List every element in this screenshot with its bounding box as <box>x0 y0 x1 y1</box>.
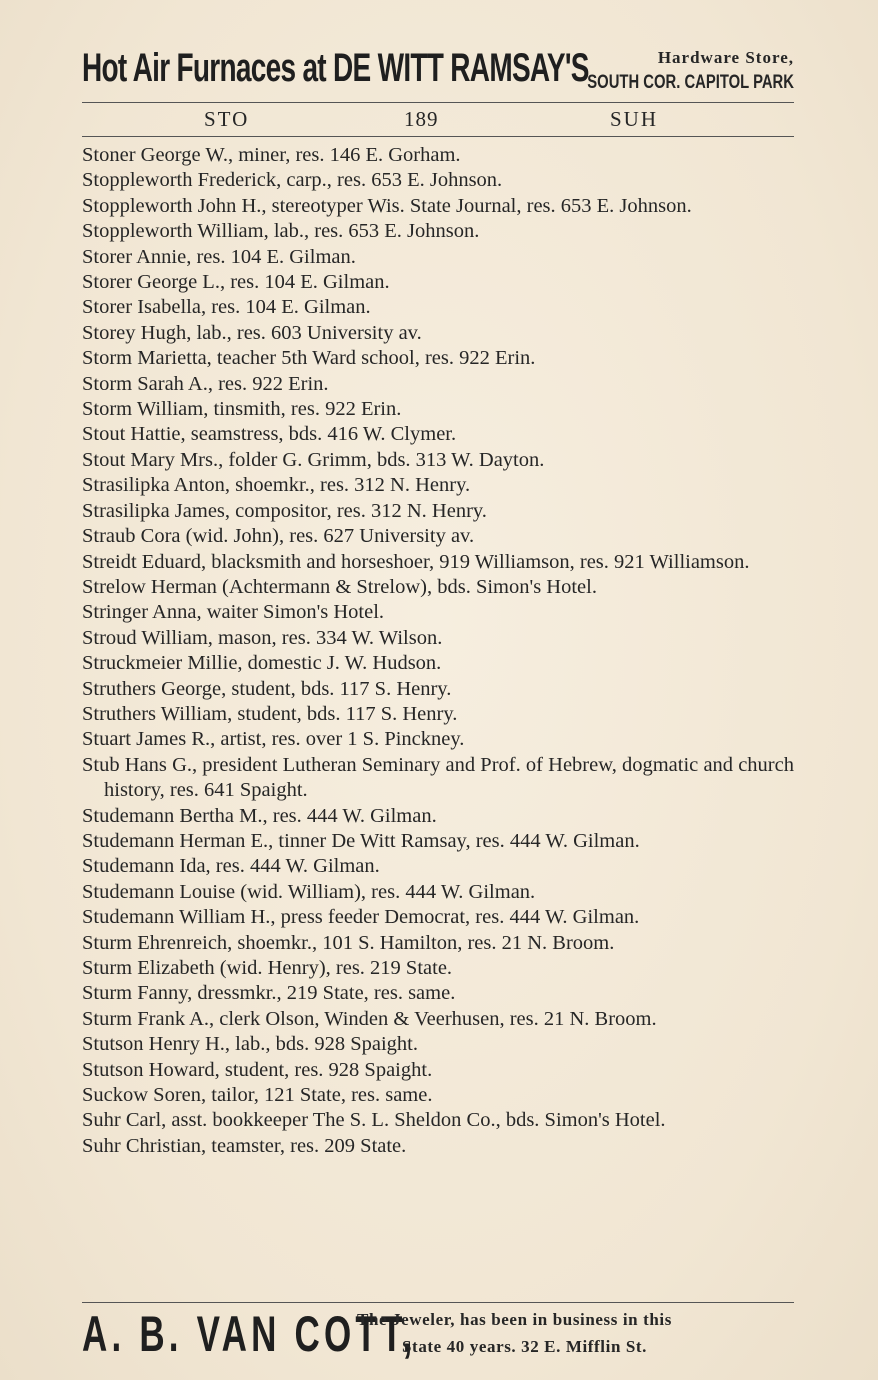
directory-entry: Stroud William, mason, res. 334 W. Wilson. <box>82 626 443 649</box>
directory-entry: Streidt Eduard, blacksmith and horseshoer, 919 Williamson, res. 921 Williamson. <box>82 550 750 573</box>
top-ad-rule <box>82 102 794 103</box>
header-right-guide-word: SUH <box>610 107 659 131</box>
directory-entry: Storm William, tinsmith, res. 922 Erin. <box>82 398 402 421</box>
directory-entry: Stout Hattie, seamstress, bds. 416 W. Clymer. <box>82 423 457 446</box>
directory-entry: Straub Cora (wid. John), res. 627 University av. <box>82 525 475 548</box>
directory-entry: Storer George L., res. 104 E. Gilman. <box>82 271 390 294</box>
directory-entry: Strelow Herman (Achtermann & Strelow), bds. Simon's Hotel. <box>82 575 597 598</box>
directory-entry: Storey Hugh, lab., res. 603 University av. <box>82 321 422 344</box>
bottom-ad-text-line2: State 40 years. 32 E. Mifflin St. <box>402 1337 648 1356</box>
directory-entry: Stoner George W., miner, res. 146 E. Gorham. <box>82 144 461 166</box>
directory-entry: Studemann Herman E., tinner De Witt Ramsay, res. 444 W. Gilman. <box>82 829 640 852</box>
bottom-ad-headline: A. B. VAN COTT, <box>82 1306 417 1362</box>
directory-entry: Stoppleworth John H., stereotyper Wis. State Journal, res. 653 E. Johnson. <box>82 194 692 217</box>
top-ad-location: SOUTH COR. CAPITOL PARK <box>587 72 794 93</box>
directory-entry: Sturm Fanny, dressmkr., 219 State, res. same. <box>82 982 456 1005</box>
directory-entry: Studemann Ida, res. 444 W. Gilman. <box>82 855 380 878</box>
directory-entry: Storm Sarah A., res. 922 Erin. <box>82 372 329 395</box>
directory-listing <box>82 143 794 1159</box>
bottom-ad-rule <box>82 1302 794 1303</box>
directory-entry: Studemann Louise (wid. William), res. 444 W. Gilman. <box>82 880 536 903</box>
directory-entry: Struthers George, student, bds. 117 S. Henry. <box>82 677 452 700</box>
directory-entry: Sturm Elizabeth (wid. Henry), res. 219 State. <box>82 957 453 979</box>
directory-entry: Strasilipka James, compositor, res. 312 N. Henry. <box>82 499 487 522</box>
directory-entry: Suhr Carl, asst. bookkeeper The S. L. Sheldon Co., bds. Simon's Hotel. <box>82 1109 666 1132</box>
header-rule <box>82 136 794 137</box>
bottom-advertisement <box>82 1305 794 1365</box>
top-ad-headline: Hot Air Furnaces at DE WITT RAMSAY'S <box>82 46 589 90</box>
directory-entry: Struckmeier Millie, domestic J. W. Hudson. <box>82 652 442 675</box>
directory-entry: Struthers William, student, bds. 117 S. Henry. <box>82 702 458 725</box>
directory-entry: Suckow Soren, tailor, 121 State, res. same. <box>82 1084 433 1107</box>
directory-entry: Suhr Christian, teamster, res. 209 State. <box>82 1134 407 1157</box>
directory-entry: Studemann William H., press feeder Democrat, res. 444 W. Gilman. <box>82 906 640 929</box>
directory-entry: Stoppleworth William, lab., res. 653 E. Johnson. <box>82 220 480 243</box>
directory-entry: Stutson Henry H., lab., bds. 928 Spaight. <box>82 1033 418 1056</box>
directory-entry: Stuart James R., artist, res. over 1 S. Pinckney. <box>82 728 465 751</box>
directory-entry: Stringer Anna, waiter Simon's Hotel. <box>82 601 385 624</box>
directory-entry: Stub Hans G., president Lutheran Seminary and Prof. of Hebrew, dogmatic and church history, res. 641 Spaight. <box>82 753 794 802</box>
directory-entry: Sturm Ehrenreich, shoemkr., 101 S. Hamilton, res. 21 N. Broom. <box>82 931 615 954</box>
page-number: 189 <box>404 107 439 131</box>
directory-entry: Stout Mary Mrs., folder G. Grimm, bds. 313 W. Dayton. <box>82 448 545 471</box>
directory-entry: Studemann Bertha M., res. 444 W. Gilman. <box>82 804 437 827</box>
directory-entry: Stoppleworth Frederick, carp., res. 653 E. Johnson. <box>82 169 503 192</box>
running-header <box>82 107 794 135</box>
bottom-ad-text-line1: The Jeweler, has been in business in this <box>357 1310 672 1329</box>
directory-entry: Storer Annie, res. 104 E. Gilman. <box>82 245 356 268</box>
top-ad-store-label: Hardware Store, <box>657 48 794 67</box>
directory-entry: Strasilipka Anton, shoemkr., res. 312 N. Henry. <box>82 474 471 497</box>
directory-entry: Stutson Howard, student, res. 928 Spaight. <box>82 1058 433 1081</box>
directory-entry: Sturm Frank A., clerk Olson, Winden & Veerhusen, res. 21 N. Broom. <box>82 1007 657 1030</box>
header-left-guide-word: STO <box>204 107 250 131</box>
directory-entry: Storm Marietta, teacher 5th Ward school, res. 922 Erin. <box>82 347 536 370</box>
top-advertisement <box>82 44 794 100</box>
directory-entry: Storer Isabella, res. 104 E. Gilman. <box>82 296 371 319</box>
